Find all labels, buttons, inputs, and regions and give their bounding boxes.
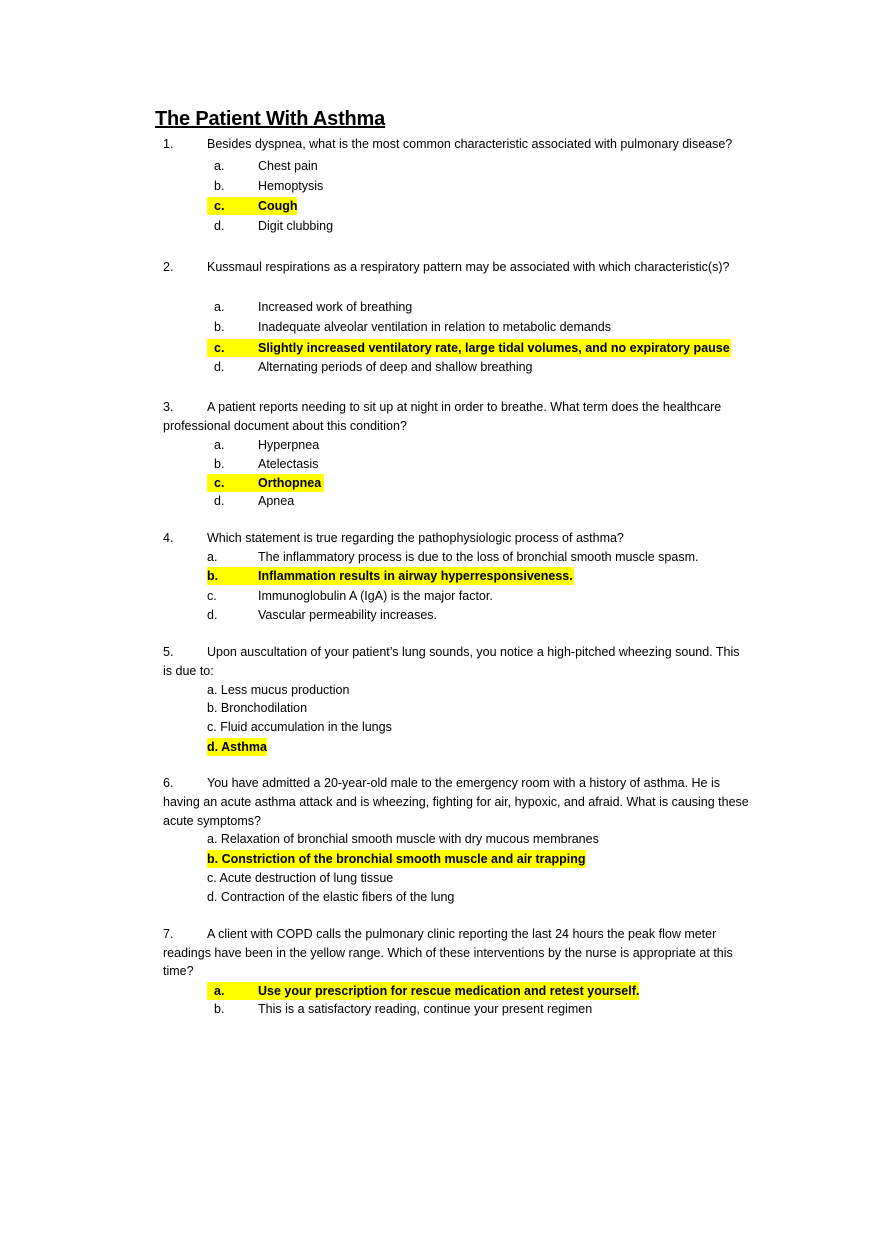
- question-text: Besides dyspnea, what is the most common characteristic associated with pulmonary disease?: [207, 137, 733, 151]
- option-text: Apnea: [258, 494, 295, 508]
- option-letter: b.: [214, 320, 225, 334]
- option-text: Slightly increased ventilatory rate, large tidal volumes, and no expiratory pause: [258, 341, 730, 355]
- option-letter: b.: [214, 457, 225, 471]
- option-letter: b.: [214, 1002, 225, 1016]
- question-number: 1.: [163, 137, 174, 151]
- question-number: 5.: [163, 645, 174, 659]
- option-text: c. Fluid accumulation in the lungs: [207, 720, 392, 734]
- option-text: a. Relaxation of bronchial smooth muscle with dry mucous membranes: [207, 832, 599, 846]
- option-letter: a.: [214, 438, 225, 452]
- option-text: b. Bronchodilation: [207, 701, 308, 715]
- option-text: Use your prescription for rescue medication and retest yourself.: [258, 984, 640, 998]
- option-text: Digit clubbing: [258, 219, 334, 233]
- question-number: 3.: [163, 400, 174, 414]
- option-text: Cough: [258, 199, 298, 213]
- option-text: Atelectasis: [258, 457, 319, 471]
- question-text: You have admitted a 20-year-old male to the emergency room with a history of asthma. He is: [207, 776, 720, 790]
- option-text: Hyperpnea: [258, 438, 320, 452]
- question-text-cont: time?: [163, 964, 194, 978]
- question-text: Upon auscultation of your patient’s lung sounds, you notice a high-pitched wheezing sound. This: [207, 645, 740, 659]
- option-text: Hemoptysis: [258, 179, 324, 193]
- question-text-cont: readings have been in the yellow range. Which of these interventions by the nurse is appropriate at this: [163, 946, 733, 960]
- question-text-cont: acute symptoms?: [163, 814, 261, 828]
- page-title: The Patient With Asthma: [155, 108, 386, 130]
- option-letter: b.: [214, 179, 225, 193]
- option-text: Immunoglobulin A (IgA) is the major factor.: [258, 589, 493, 603]
- option-letter: c.: [207, 589, 217, 603]
- option-text: b. Constriction of the bronchial smooth muscle and air trapping: [207, 852, 586, 866]
- option-text: d. Asthma: [207, 740, 267, 754]
- question-text: A patient reports needing to sit up at night in order to breathe. What term does the healthcare: [207, 400, 722, 414]
- question-number: 2.: [163, 260, 174, 274]
- option-text: Increased work of breathing: [258, 300, 413, 314]
- question-text: Kussmaul respirations as a respiratory pattern may be associated with which characteristic(s)?: [207, 260, 730, 274]
- question-number: 6.: [163, 776, 174, 790]
- option-letter: a.: [207, 550, 218, 564]
- question-text-cont: having an acute asthma attack and is wheezing, fighting for air, hypoxic, and afraid. What is causing these: [163, 795, 749, 809]
- option-letter: c.: [214, 199, 225, 213]
- question-text-cont: is due to:: [163, 664, 214, 678]
- question-text-cont: professional document about this condition?: [163, 419, 407, 433]
- option-text: a. Less mucus production: [207, 683, 350, 697]
- option-text: Chest pain: [258, 159, 318, 173]
- option-text: c. Acute destruction of lung tissue: [207, 871, 394, 885]
- question-number: 4.: [163, 531, 174, 545]
- option-letter: c.: [214, 476, 225, 490]
- option-text: Alternating periods of deep and shallow breathing: [258, 360, 533, 374]
- option-letter: a.: [214, 300, 225, 314]
- option-letter: b.: [207, 569, 219, 583]
- question-text: A client with COPD calls the pulmonary clinic reporting the last 24 hours the peak flow meter: [207, 927, 717, 941]
- option-letter: d.: [214, 219, 225, 233]
- option-text: Inflammation results in airway hyperresponsiveness.: [258, 569, 573, 583]
- option-text: Vascular permeability increases.: [258, 608, 438, 622]
- option-letter: c.: [214, 341, 225, 355]
- option-letter: d.: [214, 494, 225, 508]
- option-letter: a.: [214, 159, 225, 173]
- option-text: Inadequate alveolar ventilation in relation to metabolic demands: [258, 320, 612, 334]
- option-text: This is a satisfactory reading, continue your present regimen: [258, 1002, 593, 1016]
- question-number: 7.: [163, 927, 174, 941]
- option-letter: d.: [207, 608, 218, 622]
- option-text: d. Contraction of the elastic fibers of the lung: [207, 890, 455, 904]
- option-text: Orthopnea: [258, 476, 322, 490]
- option-text: The inflammatory process is due to the loss of bronchial smooth muscle spasm.: [258, 550, 699, 564]
- option-letter: a.: [214, 984, 225, 998]
- question-text: Which statement is true regarding the pathophysiologic process of asthma?: [207, 531, 624, 545]
- option-letter: d.: [214, 360, 225, 374]
